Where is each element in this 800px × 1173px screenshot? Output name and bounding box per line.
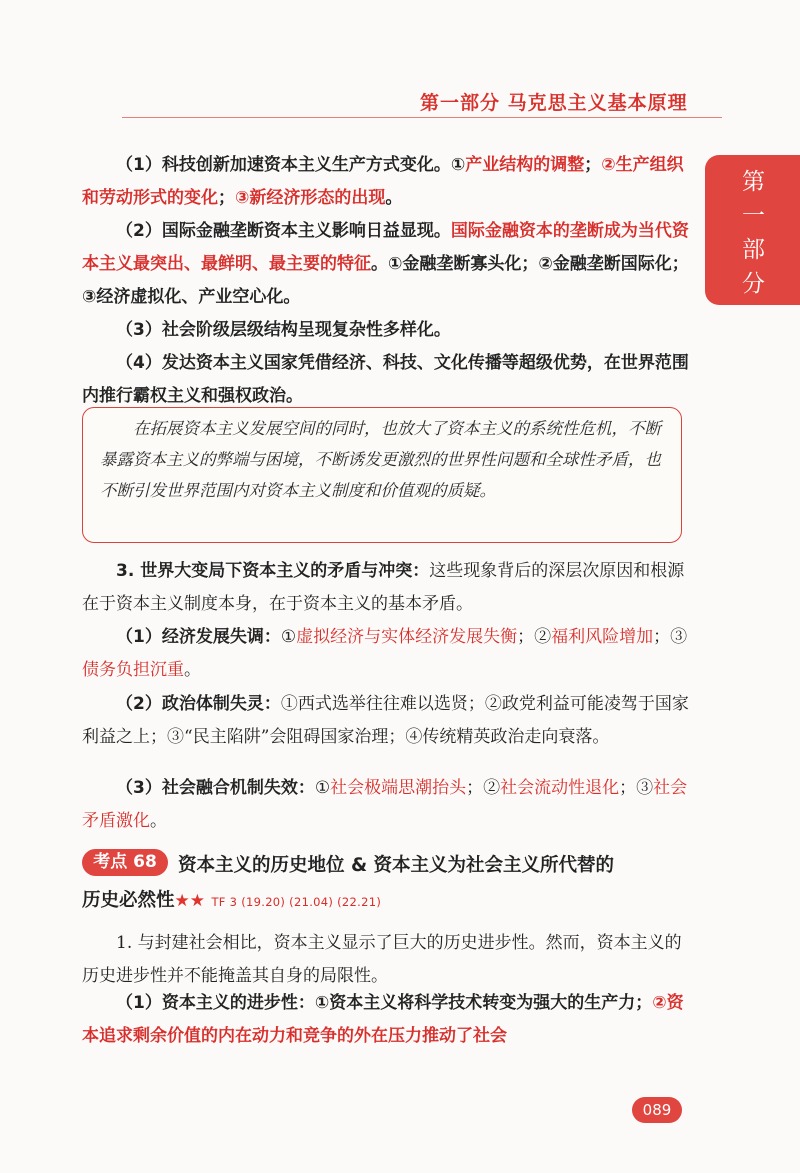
paragraph-tech-innovation: （1）科技创新加速资本主义生产方式变化。①产业结构的调整；②生产组织和劳动形式的变化；③新经济形态的出现。 (82, 155, 684, 208)
side-tab-char: 分 (742, 271, 765, 297)
header-rule (122, 117, 722, 118)
section-side-tab (705, 155, 800, 305)
exam-point-title: 资本主义的历史地位 & 资本主义为社会主义所代替的 (178, 855, 615, 876)
side-tab-char: 一 (742, 203, 765, 229)
page-number: 089 (632, 1097, 682, 1123)
paragraph-economic-imbalance: （1）经济发展失调：①虚拟经济与实体经济发展失衡；②福利风险增加；③债务负担沉重。 (82, 627, 688, 680)
side-tab-char: 第 (742, 169, 765, 195)
exam-frequency-tags: TF 3 (19.20) (21.04) (22.21) (211, 895, 382, 909)
exam-point-badge: 考点 68 (82, 849, 168, 876)
note-text: 在拓展资本主义发展空间的同时，也放大了资本主义的系统性危机，不断暴露资本主义的弊端与困境，不断诱发更激烈的世界性问题和全球性矛盾，也不断引发世界范围内对资本主义制度和价值观的质疑。 (100, 419, 661, 500)
side-tab-char: 部 (742, 237, 765, 263)
paragraph-progressiveness: （1）资本主义的进步性：①资本主义将科学技术转变为强大的生产力；②资本追求剩余价值的内在动力和竞争的外在压力推动了社会 (82, 993, 684, 1046)
paragraph-contradictions: 3. 世界大变局下资本主义的矛盾与冲突：这些现象背后的深层次原因和根源在于资本主义制度本身，在于资本主义的基本矛盾。 (82, 561, 685, 614)
paragraph-social-failure: （3）社会融合机制失效：①社会极端思潮抬头；②社会流动性退化；③社会矛盾激化。 (82, 778, 688, 831)
paragraph-financial-monopoly: （2）国际金融垄断资本主义影响日益显现。国际金融资本的垄断成为当代资本主义最突出、最鲜明、最主要的特征。①金融垄断寡头化；②金融垄断国际化；③经济虚拟化、产业空心化。 (82, 221, 689, 307)
exam-point-title-line2: 历史必然性★★ TF 3 (19.20) (21.04) (22.21) (82, 890, 382, 911)
paragraph-historical-progress: 1. 与封建社会相比，资本主义显示了巨大的历史进步性。然而，资本主义的历史进步性并不能掩盖其自身的局限性。 (82, 933, 682, 986)
paragraph-hegemony: （4）发达资本主义国家凭借经济、科技、文化传播等超级优势，在世界范围内推行霸权主义和强权政治。 (82, 353, 689, 406)
section-header: 第一部分 马克思主义基本原理 (420, 92, 688, 114)
paragraph-class-structure: （3）社会阶级层级结构呈现复杂性多样化。 (116, 320, 451, 340)
paragraph-political-failure: （2）政治体制失灵：①西式选举往往难以选贤；②政党利益可能凌驾于国家利益之上；③“民主陷阱”会阻碍国家治理；④传统精英政治走向衰落。 (82, 694, 689, 747)
star-icon: ★★ (174, 891, 205, 911)
